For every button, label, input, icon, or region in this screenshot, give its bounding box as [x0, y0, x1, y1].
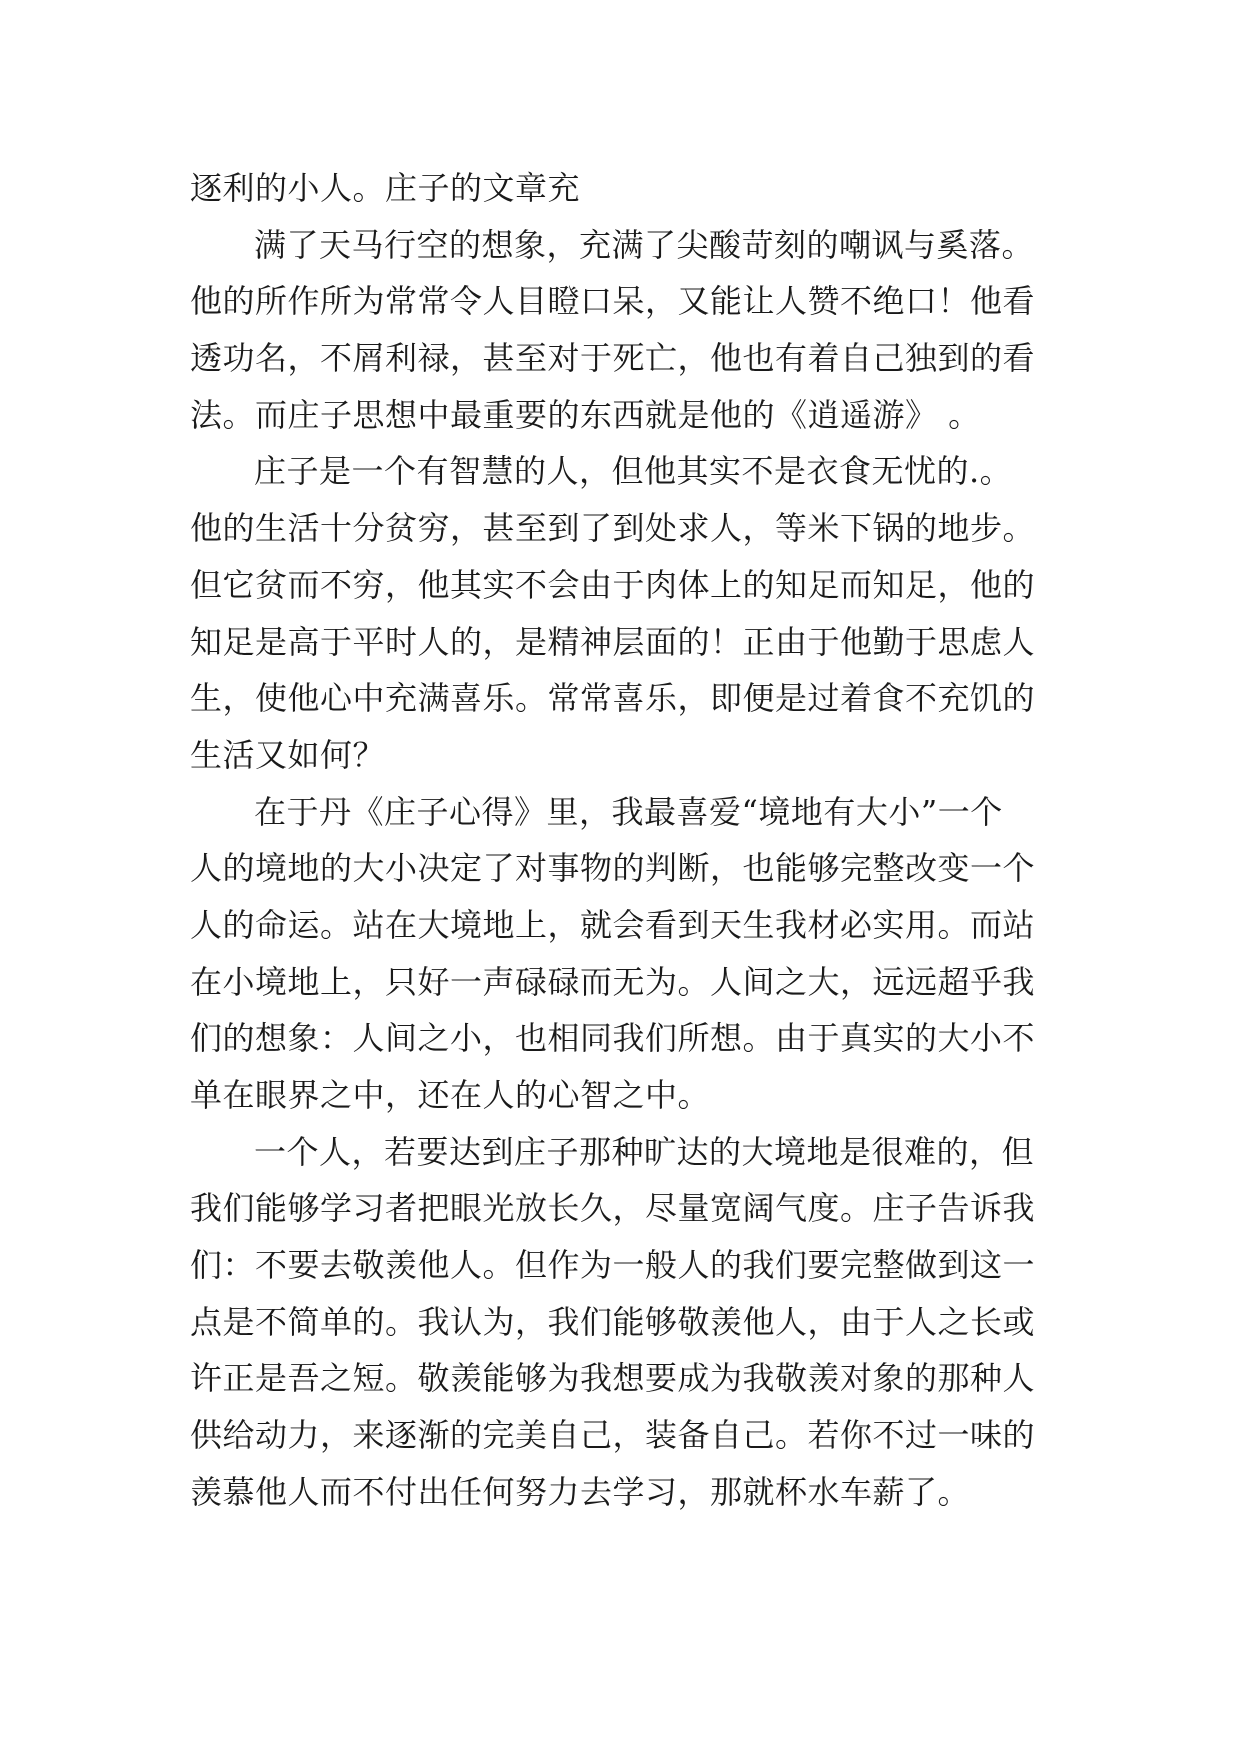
text-line: 人的境地的大小决定了对事物的判断，也能够完整改变一个 [190, 849, 1036, 888]
text-line: 但它贫而不穷，他其实不会由于肉体上的知足而知足，他的 [190, 565, 1036, 604]
text-line: 生，使他心中充满喜乐。常常喜乐，即便是过着食不充饥的 [190, 679, 1036, 718]
text-line: 我们能够学习者把眼光放长久，尽量宽阔气度。庄子告诉我 [190, 1189, 1036, 1228]
text-line: 一个人，若要达到庄子那种旷达的大境地是很难的，但 [254, 1132, 1035, 1171]
text-line: 逐利的小人。庄子的文章充 [190, 169, 581, 207]
body-text [190, 160, 1070, 1521]
text-line: 满了天马行空的想象，充满了尖酸苛刻的嘲讽与奚落。 [254, 225, 1035, 264]
text-line: 庄子是一个有智慧的人，但他其实不是衣食无忧的.。 [254, 452, 1013, 491]
text-line: 知足是高于平时人的，是精神层面的！正由于他勤于思虑人 [190, 622, 1036, 661]
text-line: 在小境地上，只好一声碌碌而无为。人间之大，远远超乎我 [190, 962, 1036, 1001]
text-line: 在于丹《庄子心得》里，我最喜爱“境地有大小”一个 [254, 792, 1003, 831]
text-line: 生活又如何？ [190, 735, 386, 774]
text-line: 供给动力，来逐渐的完美自己，装备自己。若你不过一味的 [190, 1416, 1036, 1455]
text-line: 透功名，不屑利禄，甚至对于死亡，他也有着自己独到的看 [190, 339, 1036, 378]
text-line: 们：不要去敬羡他人。但作为一般人的我们要完整做到这一 [190, 1246, 1036, 1285]
text-line: 许正是吾之短。敬羡能够为我想要成为我敬羡对象的那种人 [190, 1359, 1036, 1398]
text-line: 人的命运。站在大境地上，就会看到天生我材必实用。而站 [190, 905, 1036, 944]
text-line: 单在眼界之中，还在人的心智之中。 [190, 1076, 711, 1114]
text-line: 们的想象：人间之小，也相同我们所想。由于真实的大小不 [190, 1019, 1036, 1058]
text-line: 他的所作所为常常令人目瞪口呆，又能让人赞不绝口！他看 [190, 282, 1036, 321]
text-line: 法。而庄子思想中最重要的东西就是他的《逍遥游》 。 [190, 395, 981, 434]
text-line: 点是不简单的。我认为，我们能够敬羡他人，由于人之长或 [190, 1302, 1036, 1341]
text-line: 他的生活十分贫穷，甚至到了到处求人，等米下锅的地步。 [190, 509, 1036, 548]
text-line: 羡慕他人而不付出任何努力去学习，那就杯水车薪了。 [190, 1472, 971, 1511]
